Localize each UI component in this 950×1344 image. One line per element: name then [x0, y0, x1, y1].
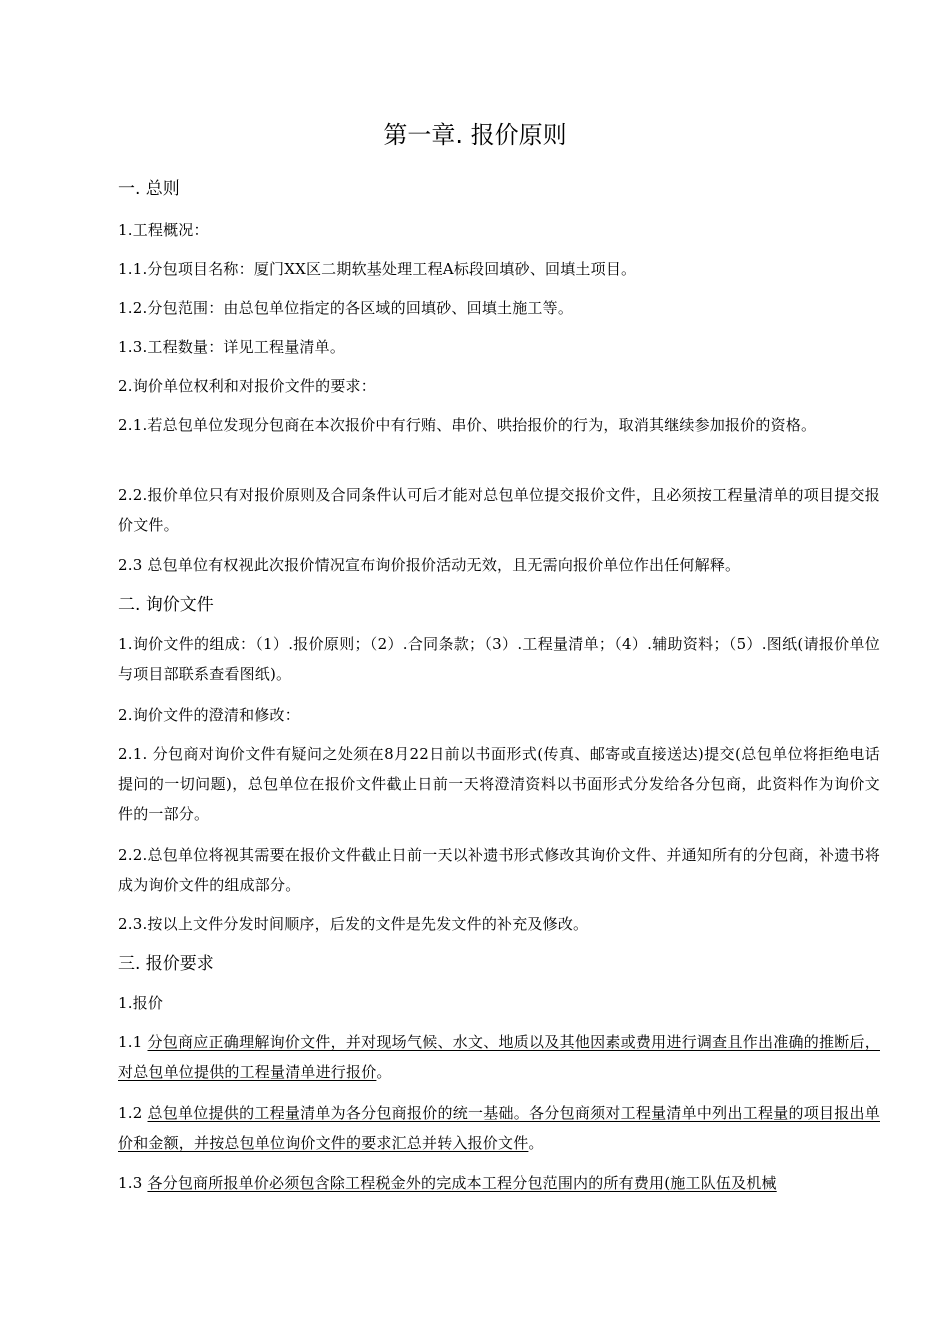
item-number: 1.3 [118, 1174, 148, 1192]
item-tail: 。 [376, 1063, 392, 1081]
paragraph: 2.询价文件的澄清和修改： [118, 706, 300, 724]
underlined-text: 分包商应正确理解询价文件，并对现场气候、水文、地质以及其他因素或费用进行调查且作出准确的推断后，对总包单位提供的工程量清单进行报价 [118, 1033, 880, 1081]
paragraph: 2.2.总包单位将视其需要在报价文件截止日前一天以补遗书形式修改其询价文件、并通知所有的分包商，补遗书将成为询价文件的组成部分。 [118, 846, 880, 894]
paragraph: 1.询价文件的组成：（1）.报价原则；（2）.合同条款；（3）.工程量清单；（4）.辅助资料；（5）.图纸(请报价单位与项目部联系查看图纸)。 [118, 635, 880, 683]
item-tail: 。 [528, 1134, 544, 1152]
section-heading-inquiry-docs: 二. 询价文件 [118, 595, 214, 615]
paragraph: 2.询价单位权利和对报价文件的要求： [118, 377, 376, 395]
paragraph: 2.3.按以上文件分发时间顺序，后发的文件是先发文件的补充及修改。 [118, 915, 589, 933]
paragraph: 1.报价 [118, 994, 164, 1012]
underlined-text: 总包单位提供的工程量清单为各分包商报价的统一基础。各分包商须对工程量清单中列出工程量的项目报出单价和金额，并按总包单位询价文件的要求汇总并转入报价文件 [118, 1104, 880, 1152]
chapter-title: 第一章. 报价原则 [383, 121, 567, 149]
paragraph: 1.1.分包项目名称：厦门XX区二期软基处理工程A标段回填砂、回填土项目。 [118, 260, 637, 278]
underlined-text: 各分包商所报单价必须包含除工程税金外的完成本工程分包范围内的所有费用(施工队伍及机械 [147, 1174, 777, 1192]
section-heading-quote-requirements: 三. 报价要求 [118, 954, 214, 974]
paragraph: 2.1. 分包商对询价文件有疑问之处须在8月22日前以书面形式(传真、邮寄或直接送达)提交(总包单位将拒绝电话提问的一切问题)，总包单位在报价文件截止日前一天将澄清资料以书面形式分发给各分包商，此资料作为询价文件的一部分。 [118, 745, 880, 823]
list-item [118, 1027, 880, 1087]
item-number: 1.2 [118, 1104, 148, 1122]
list-item [118, 1168, 880, 1198]
paragraph: 1.工程概况： [118, 221, 209, 239]
paragraph: 1.2.分包范围：由总包单位指定的各区域的回填砂、回填土施工等。 [118, 299, 574, 317]
list-item [118, 1098, 880, 1158]
paragraph: 2.2.报价单位只有对报价原则及合同条件认可后才能对总包单位提交报价文件，且必须按工程量清单的项目提交报价文件。 [118, 486, 880, 534]
item-number: 1.1 [118, 1033, 148, 1051]
paragraph: 2.1.若总包单位发现分包商在本次报价中有行贿、串价、哄抬报价的行为，取消其继续参加报价的资格。 [118, 416, 817, 434]
paragraph: 1.3.工程数量：详见工程量清单。 [118, 338, 346, 356]
paragraph: 2.3 总包单位有权视此次报价情况宣布询价报价活动无效，且无需向报价单位作出任何解释。 [118, 556, 741, 574]
section-heading-general: 一. 总则 [118, 179, 180, 199]
